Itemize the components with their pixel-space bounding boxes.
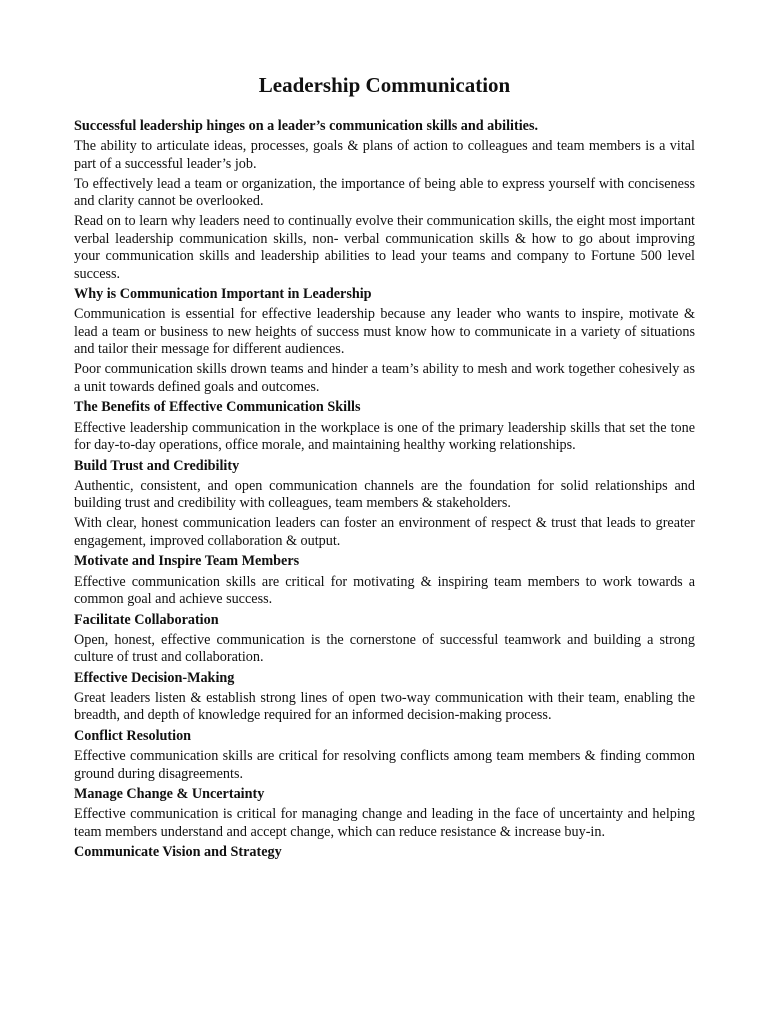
section-paragraph: With clear, honest communication leaders can foster an environment of respect & trust that leads to greater engagement, improved collaboration & output. bbox=[74, 515, 695, 549]
section-paragraph: Communication is essential for effective leadership because any leader who wants to inspire, motivate & lead a team or business to new heights of success must know how to communicate in a variety of situations and tailor their message for different audiences. bbox=[74, 306, 695, 358]
section-paragraph: Great leaders listen & establish strong lines of open two-way communication with their team, enabling the breadth, and depth of knowledge required for an informed decision-making process. bbox=[74, 690, 695, 724]
section-heading: The Benefits of Effective Communication Skills bbox=[74, 399, 361, 416]
document-page bbox=[74, 0, 695, 862]
section-heading: Why is Communication Important in Leadership bbox=[74, 286, 372, 303]
section-paragraph: Authentic, consistent, and open communication channels are the foundation for solid relationships and building trust and credibility with colleagues, team members & stakeholders. bbox=[74, 477, 695, 512]
section-paragraph: Effective leadership communication in the workplace is one of the primary leadership skills that set the tone for day-to-day operations, office morale, and maintaining healthy working relationships. bbox=[74, 419, 695, 454]
intro-paragraph: The ability to articulate ideas, processes, goals & plans of action to colleagues and team members is a vital part of a successful leader’s job. bbox=[74, 138, 695, 172]
section-paragraph: Poor communication skills drown teams and hinder a team’s ability to mesh and work together cohesively as a unit towards defined goals and outcomes. bbox=[74, 361, 695, 395]
section-paragraph: Effective communication skills are critical for resolving conflicts among team members & finding common ground during disagreements. bbox=[74, 748, 695, 782]
section-heading: Facilitate Collaboration bbox=[74, 611, 219, 628]
section-heading: Manage Change & Uncertainty bbox=[74, 786, 265, 803]
section-heading: Communicate Vision and Strategy bbox=[74, 844, 282, 861]
page-title: Leadership Communication bbox=[258, 73, 511, 97]
section-heading: Conflict Resolution bbox=[74, 728, 192, 745]
section-paragraph: Effective communication is critical for managing change and leading in the face of uncertainty and helping team members understand and accept change, which can reduce resistance & increase buy-in. bbox=[74, 806, 695, 840]
section-heading: Effective Decision-Making bbox=[74, 669, 235, 686]
intro-paragraph: To effectively lead a team or organization, the importance of being able to express yourself with conciseness and clarity cannot be overlooked. bbox=[74, 175, 695, 210]
section-heading: Build Trust and Credibility bbox=[74, 457, 240, 474]
intro-heading: Successful leadership hinges on a leader’s communication skills and abilities. bbox=[74, 118, 539, 134]
section-paragraph: Effective communication skills are critical for motivating & inspiring team members to work towards a common goal and achieve success. bbox=[74, 573, 695, 608]
intro-paragraph: Read on to learn why leaders need to continually evolve their communication skills, the eight most important verbal leadership communication skills, non- verbal communication skills & how to go about improving your communication skills and leadership abilities to lead your teams and company to Fortune 500 level success. bbox=[74, 213, 695, 282]
section-paragraph: Open, honest, effective communication is the cornerstone of successful teamwork and building a strong culture of trust and collaboration. bbox=[74, 631, 695, 666]
document-body bbox=[74, 118, 695, 862]
section-heading: Motivate and Inspire Team Members bbox=[74, 553, 300, 570]
